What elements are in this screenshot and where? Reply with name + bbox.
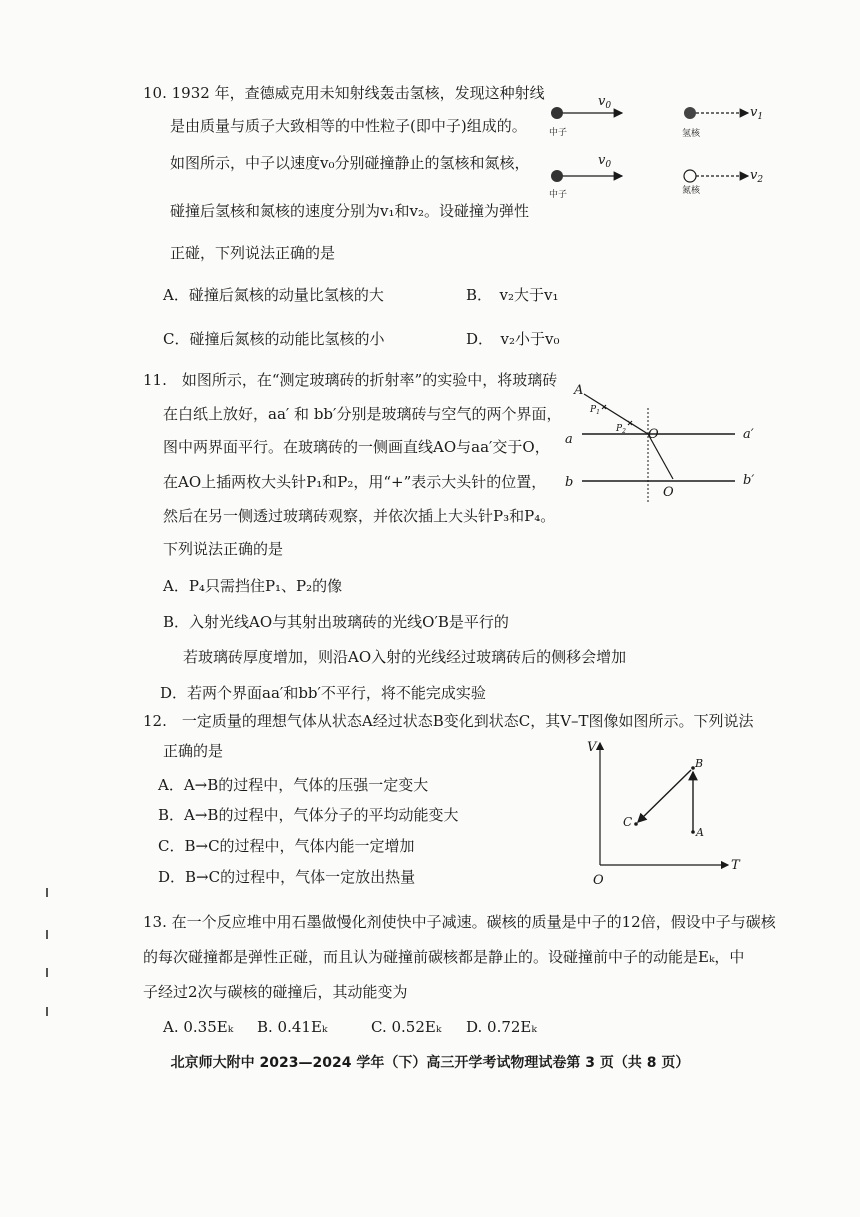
margin-mark (46, 930, 48, 939)
nitrogen-nucleus-icon (684, 170, 696, 182)
label-p1: $P_1$ (590, 405, 600, 416)
q13-option-a: A. 0.35Eₖ (163, 1018, 234, 1036)
q11-line-6: 下列说法正确的是 (163, 540, 284, 558)
hydrogen-nucleus-icon (684, 107, 696, 119)
v0-bottom-label: $v_0$ (598, 153, 612, 170)
label-a: a (565, 432, 573, 447)
page-footer: 北京师大附中 2023—2024 学年（下）高三开学考试物理试卷第 3 页（共 8 页） (170, 1055, 690, 1071)
q13-option-c: C. 0.52Eₖ (371, 1018, 442, 1036)
nitrogen-label: 氮核 (682, 186, 701, 196)
label-a-point: A (574, 383, 584, 398)
neutron-top-label: 中子 (549, 128, 568, 138)
q10-option-d: D． v₂小于v₀ (466, 330, 560, 348)
q10-option-b: B． v₂大于v₁ (466, 286, 559, 304)
q13-line-3: 子经过2次与碳核的碰撞后，其动能变为 (143, 983, 408, 1001)
neutron-bottom-icon (551, 170, 563, 182)
neutron-bottom-label: 中子 (549, 190, 568, 200)
label-b-prime: b′ (743, 473, 755, 488)
q13-option-d: D. 0.72Eₖ (466, 1018, 537, 1036)
label-o-prime: O (663, 485, 674, 500)
v0-top-label: $v_0$ (598, 94, 612, 111)
q10-figure (540, 80, 780, 200)
q11-line-2: 在白纸上放好，aa′ 和 bb′分别是玻璃砖与空气的两个界面， (163, 405, 562, 423)
q12-line-1: 12. 一定质量的理想气体从状态A经过状态B变化到状态C，其V–T图像如图所示。下列说法 (143, 712, 754, 730)
q11-option-b: B．入射光线AO与其射出玻璃砖的光线O′B是平行的 (163, 613, 509, 631)
v-axis-label: V (587, 740, 597, 755)
q11-figure (560, 380, 780, 505)
state-a-label: A (696, 826, 704, 839)
q11-option-d: D．若两个界面aa′和bb′不平行，将不能完成实验 (160, 684, 486, 702)
margin-mark (46, 888, 48, 897)
q10-line-2: 是由质量与质子大致相等的中性粒子(即中子)组成的。 (170, 117, 527, 135)
q11-line-5: 然后在另一侧透过玻璃砖观察，并依次插上大头针P₃和P₄。 (163, 507, 556, 525)
q13-line-1: 13. 在一个反应堆中用石墨做慢化剂使快中子减速。碳核的质量是中子的12倍，假设中子与碳核 (143, 913, 776, 931)
q10-line-4: 碰撞后氢核和氮核的速度分别为v₁和v₂。设碰撞为弹性 (170, 202, 529, 220)
q12-option-c: C．B→C的过程中，气体内能一定增加 (158, 837, 415, 855)
q13-line-2: 的每次碰撞都是弹性正碰，而且认为碰撞前碳核都是静止的。设碰撞前中子的动能是Eₖ，中 (143, 948, 745, 966)
q13-option-b: B. 0.41Eₖ (257, 1018, 328, 1036)
q12-vt-graph (585, 738, 750, 888)
margin-mark (46, 968, 48, 977)
q11-option-c: 若玻璃砖厚度增加，则沿AO入射的光线经过玻璃砖后的侧移会增加 (183, 648, 627, 666)
q12-option-d: D．B→C的过程中，气体一定放出热量 (158, 868, 416, 886)
q11-line-4: 在AO上插两枚大头针P₁和P₂，用“+”表示大头针的位置， (163, 473, 547, 491)
label-p2: $P_2$ (616, 424, 626, 435)
label-a-prime: a′ (743, 427, 754, 442)
t-axis-label: T (731, 858, 740, 873)
label-o: O (648, 427, 659, 442)
q11-option-a: A．P₄只需挡住P₁、P₂的像 (163, 577, 343, 595)
q10-line-3: 如图所示，中子以速度v₀分别碰撞静止的氢核和氮核， (170, 154, 530, 172)
v1-label: $v_1$ (750, 105, 764, 122)
label-b: b (565, 475, 574, 490)
v2-label: $v_2$ (750, 168, 764, 185)
q10-line-1: 10. 1932 年，查德威克用未知射线轰击氢核，发现这种射线 (143, 84, 545, 102)
q11-line-3: 图中两界面平行。在玻璃砖的一侧画直线AO与aa′交于O， (163, 438, 550, 456)
neutron-top-icon (551, 107, 563, 119)
q11-line-1: 11. 如图所示，在“测定玻璃砖的折射率”的实验中，将玻璃砖 (143, 371, 558, 389)
hydrogen-label: 氢核 (682, 129, 701, 139)
q10-line-5: 正碰，下列说法正确的是 (170, 244, 336, 262)
q12-option-b: B．A→B的过程中，气体分子的平均动能变大 (158, 806, 459, 824)
q10-option-a: A．碰撞后氮核的动量比氢核的大 (163, 286, 384, 304)
margin-mark (46, 1007, 48, 1016)
q12-option-a: A．A→B的过程中，气体的压强一定变大 (158, 776, 429, 794)
q10-option-c: C．碰撞后氮核的动能比氢核的小 (163, 330, 385, 348)
process-b-to-c (638, 770, 691, 822)
state-b-label: B (695, 757, 704, 770)
state-c-label: C (623, 815, 633, 829)
q12-line-2: 正确的是 (163, 742, 224, 760)
origin-label: O (593, 873, 604, 888)
